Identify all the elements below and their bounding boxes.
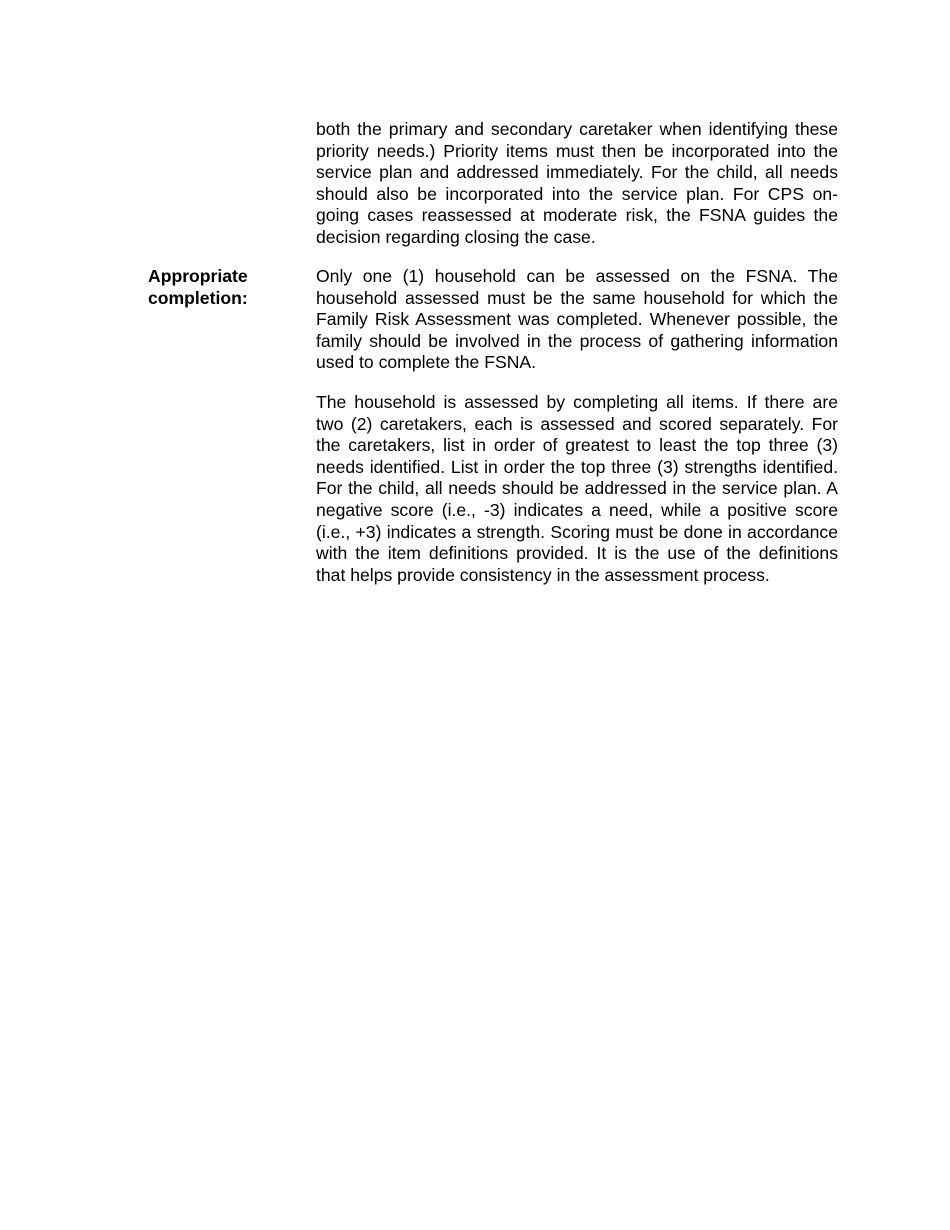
continued-paragraph: both the primary and secondary caretaker when identifying these priority needs.) Priority items must then be incorporated into the service plan and addressed immediately. For the child, all needs should also be incorporated into the service plan. For CPS on-going cases reassessed at moderate risk, the FSNA guides the decision regarding closing the case. xyxy=(316,119,838,247)
section-label-line-1: Appropriate xyxy=(148,266,248,286)
section-paragraph-household-scoring: The household is assessed by completing all items. If there are two (2) caretakers, each is assessed and scored separately. For the caretakers, list in order of greatest to least the top three (3) needs identified. List in order the top three (3) strengths identified. For the child, all needs should be addressed in the service plan. A negative score (i.e., -3) indicates a need, while a positive score (i.e., +3) indicates a strength. Scoring must be done in accordance with the item definitions provided. It is the use of the definitions that helps provide consistency in the assessment process. xyxy=(316,392,838,585)
section-label-appropriate-completion xyxy=(148,266,298,309)
section-label-line-2: completion: xyxy=(148,287,248,308)
section-paragraph-household-one: Only one (1) household can be assessed on the FSNA. The household assessed must be the same household for which the Family Risk Assessment was completed. Whenever possible, the family should be involved in the process of gathering information used to complete the FSNA. xyxy=(316,266,838,373)
